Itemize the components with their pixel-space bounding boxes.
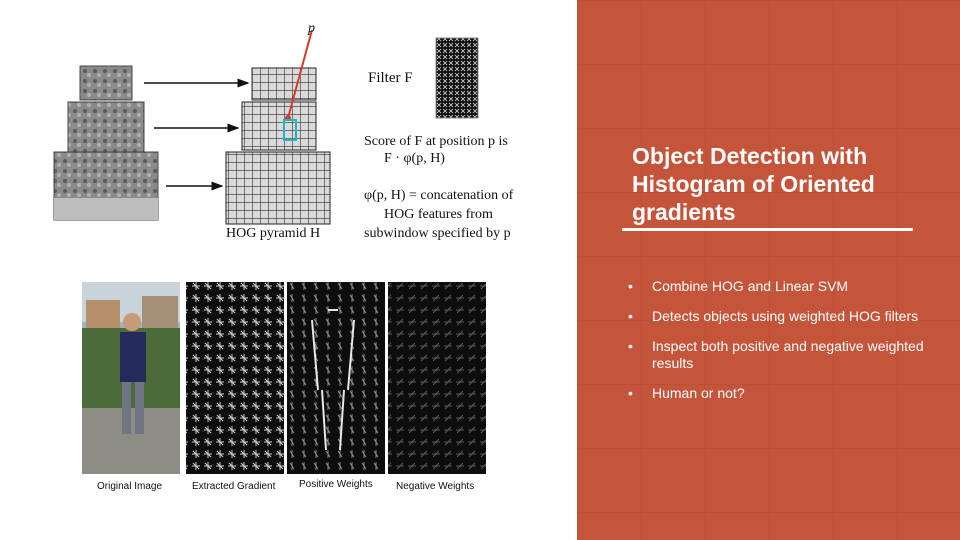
bullet-marker: • [628, 308, 633, 324]
bullet-list [628, 278, 928, 415]
title-underline [622, 228, 913, 231]
slide-title: Object Detection with Histogram of Oriented gradients [632, 143, 875, 225]
bullet-item [628, 338, 928, 372]
hog-visualization-figure [82, 280, 486, 476]
bullet-marker: • [628, 338, 633, 354]
bullet-text: Inspect both positive and negative weighted results [652, 338, 924, 371]
bullet-marker: • [628, 278, 633, 294]
hog-grid-medium [242, 102, 316, 150]
score-text-line1: Score of F at position p is [364, 134, 508, 149]
bullet-text: Combine HOG and Linear SVM [652, 278, 849, 294]
original-image [82, 282, 180, 474]
negative-weights-image [388, 282, 486, 474]
hog-grid-large [226, 152, 330, 224]
bullet-item [628, 278, 928, 295]
pyramid-label: HOG pyramid H [226, 226, 321, 241]
bullet-text: Detects objects using weighted HOG filters [652, 308, 919, 324]
concat-text-line1: φ(p, H) = concatenation of [364, 188, 514, 203]
hog-grid-small [252, 68, 316, 100]
accent-panel [577, 0, 960, 540]
caption-extracted-gradient: Extracted Gradient [192, 481, 276, 492]
caption-negative-weights: Negative Weights [396, 481, 475, 492]
filter-label: Filter F [368, 70, 413, 86]
bullet-marker: • [628, 385, 633, 401]
concat-text-line3: subwindow specified by p [364, 226, 511, 241]
bullet-item [628, 385, 928, 402]
pyramid-image-small [80, 66, 132, 100]
filter-image [436, 38, 478, 118]
hog-pyramid-figure [52, 18, 546, 248]
concat-text-line2: HOG features from [384, 207, 493, 222]
position-label: p [308, 21, 315, 36]
score-text-line2: F · φ(p, H) [384, 151, 445, 166]
pyramid-image-medium [68, 102, 144, 152]
bullet-text: Human or not? [652, 385, 745, 401]
caption-positive-weights: Positive Weights [299, 479, 373, 490]
bullet-item [628, 308, 928, 325]
extracted-gradient-image [186, 282, 284, 474]
caption-original-image: Original Image [97, 481, 163, 492]
